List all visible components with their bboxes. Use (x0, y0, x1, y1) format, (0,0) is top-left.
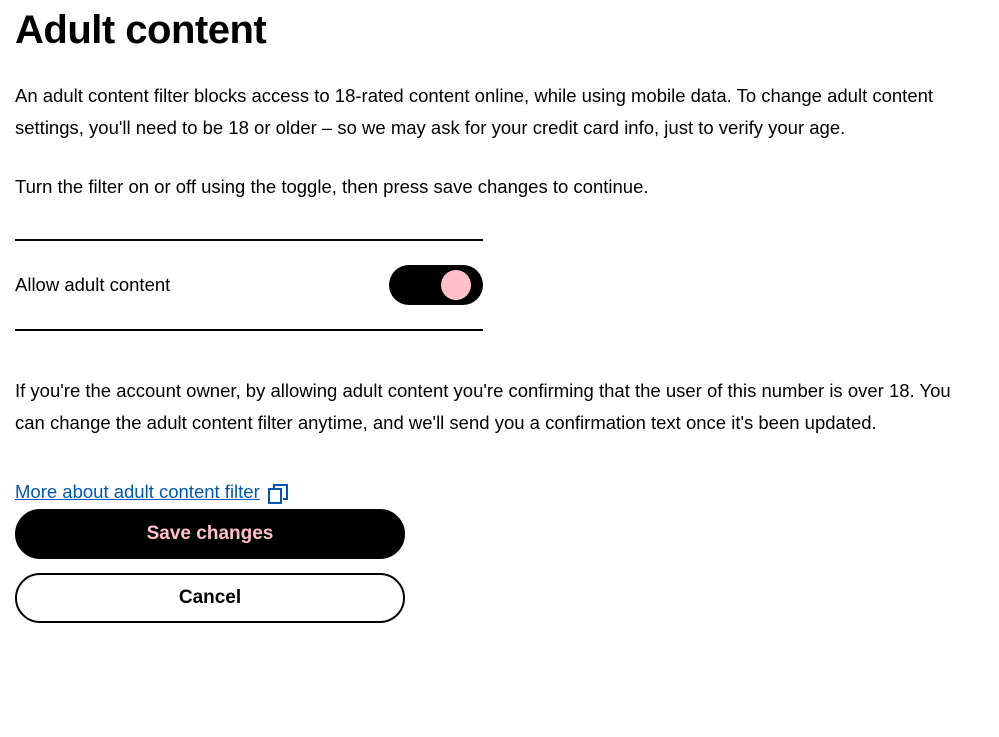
divider-bottom (15, 329, 483, 331)
more-about-adult-content-filter-link[interactable]: More about adult content filter (15, 481, 260, 502)
allow-adult-content-label: Allow adult content (15, 274, 171, 295)
instruction-paragraph: Turn the filter on or off using the toggle, then press save changes to continue. (15, 176, 649, 197)
legal-paragraph: If you're the account owner, by allowing adult content you're confirming that the user of this number is over 18. You can change the adult content filter anytime, and we'll send you a confirmation text once it's been updated. (15, 380, 951, 433)
allow-adult-content-toggle[interactable] (389, 265, 483, 305)
allow-adult-content-row (15, 241, 483, 329)
cancel-button[interactable]: Cancel (15, 573, 405, 623)
more-about-link-row (15, 481, 984, 503)
toggle-knob (441, 270, 471, 300)
page-title: Adult content (15, 8, 267, 52)
save-changes-button[interactable]: Save changes (15, 509, 405, 559)
intro-paragraph: An adult content filter blocks access to 18-rated content online, while using mobile data. To change adult content settings, you'll need to be 18 or older – so we may ask for your credit card info, just to verify your age. (15, 85, 934, 138)
external-link-icon[interactable] (268, 484, 288, 504)
